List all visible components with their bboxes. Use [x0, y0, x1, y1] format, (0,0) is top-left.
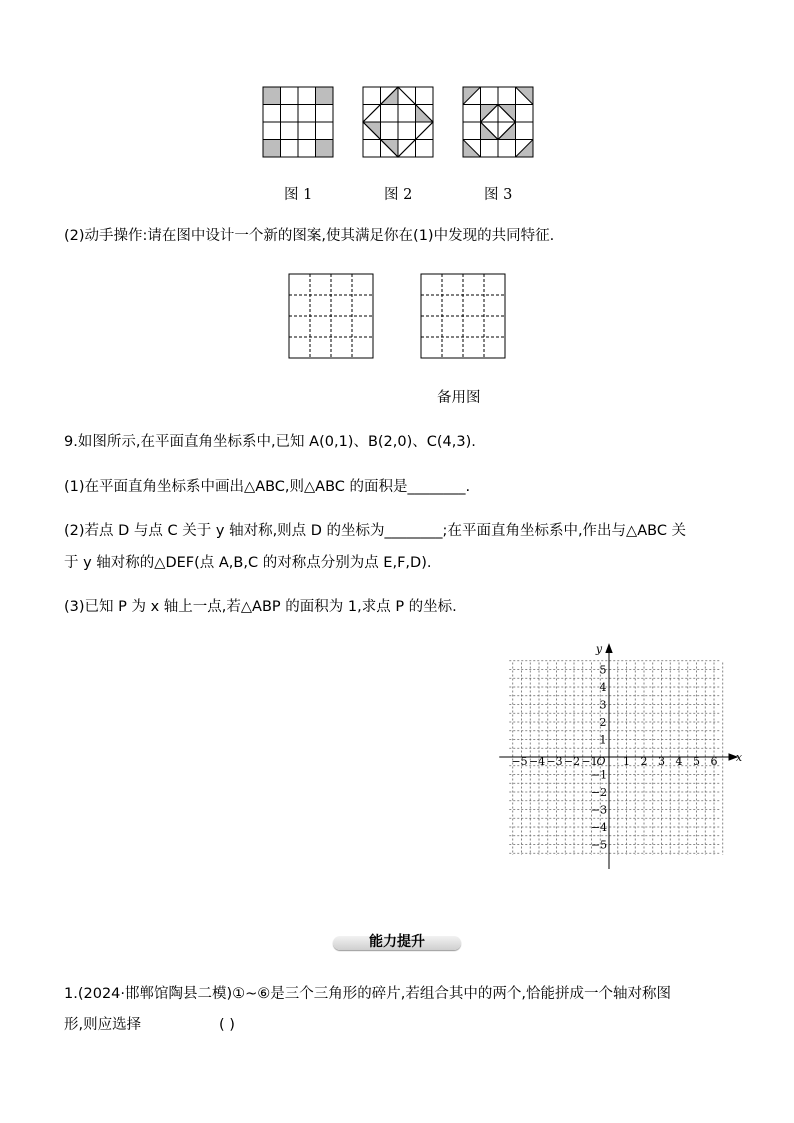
coordinate-plane: [505, 643, 745, 863]
q1-answer-bracket: ( ): [219, 1017, 235, 1033]
x-tick-label: 5: [693, 755, 700, 768]
figure-1-caption: 图 1: [284, 187, 313, 203]
figure-1-grid: [263, 87, 333, 157]
x-axis-label: x: [735, 751, 743, 764]
backup-caption: 备用图: [437, 390, 481, 406]
q9-part2-line1: (2)若点 D 与点 C 关于 y 轴对称,则点 D 的坐标为________;在平面直角坐标系中,作出与△ABC 关: [64, 523, 687, 539]
x-tick-label: −1: [581, 755, 598, 768]
figure-2-caption: 图 2: [384, 187, 413, 203]
y-axis-arrow: [606, 645, 612, 653]
x-tick-label: 3: [658, 755, 665, 768]
x-tick-label: −2: [563, 755, 581, 768]
y-tick-label: −5: [590, 838, 608, 852]
y-tick-label: −1: [590, 768, 608, 782]
y-tick-label: 2: [599, 716, 607, 729]
q1-line2: 形,则应选择: [64, 1017, 142, 1033]
origin-label: O: [596, 755, 606, 768]
q9-part1: (1)在平面直角坐标系中画出△ABC,则△ABC 的面积是________.: [64, 479, 471, 495]
y-tick-label: 5: [599, 663, 607, 677]
y-tick-label: 3: [599, 698, 607, 712]
x-tick-label: 1: [623, 755, 630, 768]
figure-2-grid: [363, 87, 433, 157]
y-tick-label: −2: [590, 786, 608, 799]
q9-part3: (3)已知 P 为 x 轴上一点,若△ABP 的面积为 1,求点 P 的坐标.: [64, 599, 457, 615]
q9-part2-line2: 于 y 轴对称的△DEF(点 A,B,C 的对称点分别为点 E,F,D).: [64, 555, 432, 571]
x-tick-label: −3: [546, 755, 563, 768]
figure-3-grid: [463, 87, 533, 157]
q1-line1: 1.(2024·邯郸馆陶县二模)①~⑥是三个三角形的碎片,若组合其中的两个,恰能拼成一个轴对称图: [64, 986, 672, 1002]
y-tick-label: 1: [599, 733, 607, 747]
y-tick-label: 4: [599, 681, 607, 694]
backup-grid-left: [289, 274, 373, 358]
x-tick-label: 4: [675, 755, 683, 768]
y-tick-label: −3: [590, 803, 608, 817]
y-tick-label: −4: [590, 821, 608, 834]
y-axis-label: y: [595, 642, 603, 656]
x-tick-label: −4: [528, 755, 546, 768]
backup-grid-right: [421, 274, 505, 358]
x-tick-label: −5: [511, 755, 528, 768]
section-title: 能力提升: [369, 934, 425, 950]
x-tick-label: 2: [640, 755, 648, 768]
q9-stem: 9.如图所示,在平面直角坐标系中,已知 A(0,1)、B(2,0)、C(4,3).: [64, 434, 476, 450]
x-tick-label: 6: [710, 755, 718, 768]
section-banner: [333, 928, 461, 954]
figure-3-caption: 图 3: [484, 187, 513, 203]
part2-instruction: (2)动手操作:请在图中设计一个新的图案,使其满足你在(1)中发现的共同特征.: [64, 228, 555, 244]
